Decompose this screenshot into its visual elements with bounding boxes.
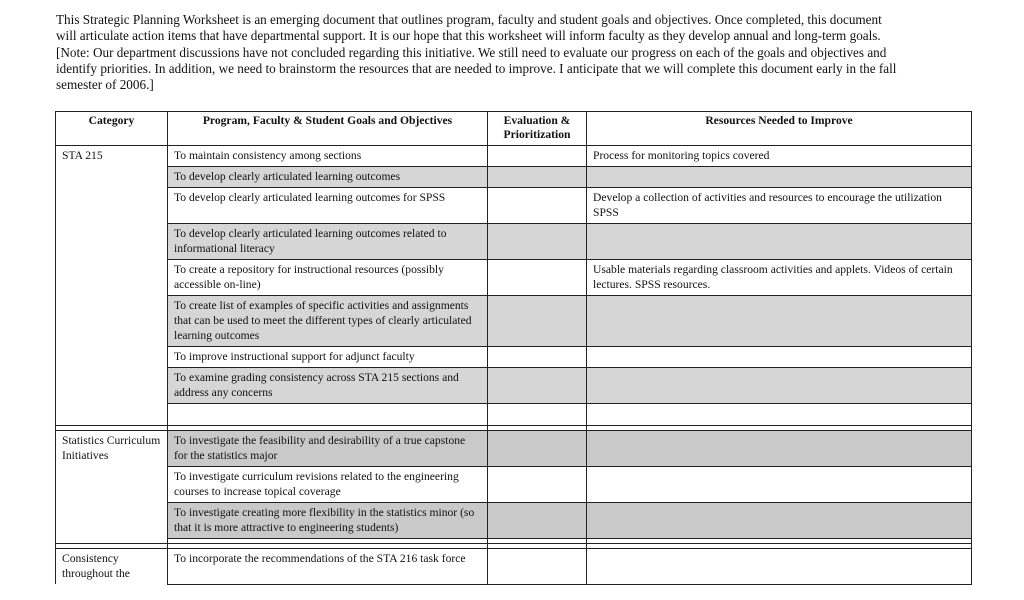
resources-cell (587, 404, 972, 426)
worksheet-table (55, 111, 972, 585)
header-resources: Resources Needed to Improve (587, 112, 972, 146)
intro-line: identify priorities. In addition, we need to brainstorm the resources that are needed to improve. I anticipate that we will complete this document early in the fall (56, 60, 897, 76)
table-row (56, 260, 972, 296)
evaluation-cell (488, 188, 587, 224)
goal-cell (168, 404, 488, 426)
table-row (56, 224, 972, 260)
resources-cell (587, 431, 972, 467)
intro-paragraph (56, 12, 976, 93)
resources-cell (587, 368, 972, 404)
table-row (56, 467, 972, 503)
table-row (56, 296, 972, 347)
evaluation-cell (488, 167, 587, 188)
category-cell: Consistency throughout the (56, 549, 168, 585)
goal-cell: To incorporate the recommendations of the STA 216 task force (168, 549, 488, 585)
resources-cell (587, 549, 972, 585)
table-row (56, 188, 972, 224)
intro-line: semester of 2006.] (56, 77, 154, 93)
evaluation-cell (488, 368, 587, 404)
resources-cell: Usable materials regarding classroom activities and applets. Videos of certain lectures. SPSS resources. (587, 260, 972, 296)
goal-cell: To develop clearly articulated learning outcomes for SPSS (168, 188, 488, 224)
resources-cell (587, 467, 972, 503)
goal-cell: To create a repository for instructional resources (possibly accessible on-line) (168, 260, 488, 296)
goal-cell: To investigate the feasibility and desirability of a true capstone for the statistics major (168, 431, 488, 467)
goal-cell: To maintain consistency among sections (168, 146, 488, 167)
goal-cell: To examine grading consistency across STA 215 sections and address any concerns (168, 368, 488, 404)
category-cell: Statistics Curriculum Initiatives (56, 431, 168, 544)
evaluation-cell (488, 296, 587, 347)
evaluation-cell (488, 260, 587, 296)
table-row (56, 167, 972, 188)
resources-cell (587, 296, 972, 347)
evaluation-cell (488, 404, 587, 426)
resources-cell: Process for monitoring topics covered (587, 146, 972, 167)
goal-cell: To develop clearly articulated learning outcomes related to informational literacy (168, 224, 488, 260)
table-row (56, 431, 972, 467)
goal-cell: To investigate creating more flexibility in the statistics minor (so that it is more attractive to engineering students) (168, 503, 488, 539)
header-category: Category (56, 112, 168, 146)
goal-cell: To improve instructional support for adjunct faculty (168, 347, 488, 368)
resources-cell (587, 167, 972, 188)
goal-cell: To create list of examples of specific activities and assignments that can be used to meet the different types of clearly articulated learning outcomes (168, 296, 488, 347)
table-row (56, 146, 972, 167)
table-row (56, 549, 972, 585)
intro-line: This Strategic Planning Worksheet is an emerging document that outlines program, faculty and student goals and objectives. Once completed, this document (56, 12, 882, 27)
resources-cell (587, 503, 972, 539)
evaluation-cell (488, 347, 587, 368)
goal-cell: To develop clearly articulated learning outcomes (168, 167, 488, 188)
table-row (56, 503, 972, 539)
evaluation-cell (488, 467, 587, 503)
header-row (56, 112, 972, 146)
evaluation-cell (488, 549, 587, 585)
evaluation-cell (488, 146, 587, 167)
evaluation-cell (488, 431, 587, 467)
table-row-blank (56, 404, 972, 426)
table-row (56, 347, 972, 368)
category-cell: STA 215 (56, 146, 168, 426)
resources-cell (587, 347, 972, 368)
table-row (56, 368, 972, 404)
evaluation-cell (488, 224, 587, 260)
resources-cell: Develop a collection of activities and resources to encourage the utilization SPSS (587, 188, 972, 224)
evaluation-cell (488, 503, 587, 539)
goal-cell: To investigate curriculum revisions related to the engineering courses to increase topical coverage (168, 467, 488, 503)
header-goals: Program, Faculty & Student Goals and Objectives (168, 112, 488, 146)
intro-line: will articulate action items that have departmental support. It is our hope that this worksheet will inform faculty as they develop annual and long-term goals. (56, 28, 881, 44)
header-evaluation: Evaluation & Prioritization (488, 112, 587, 146)
resources-cell (587, 224, 972, 260)
intro-line: [Note: Our department discussions have not concluded regarding this initiative. We still need to evaluate our progress on each of the goals and objectives and (56, 44, 887, 60)
